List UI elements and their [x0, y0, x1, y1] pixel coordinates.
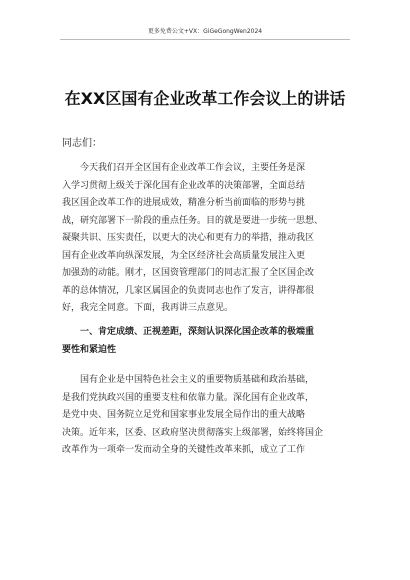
- header-divider: [60, 39, 350, 40]
- paragraph-line: 国有企业改革向纵深发展，为全区经济社会高质量发展注入更: [62, 250, 306, 261]
- paragraph-line: 战，研究部署下一阶段的重点任务。目的就是要进一步统一思想、: [62, 215, 324, 226]
- heading-line: 一、肯定成绩、正视差距，深刻认识深化国企改革的极端重: [80, 327, 315, 337]
- paragraph-line: 革的总体情况，几家区属国企的负责同志也作了发言，讲得都很: [62, 285, 315, 296]
- paragraph-line: 决策。近年来，区委、区政府坚决贯彻落实上级部署，始终将国企: [62, 427, 324, 438]
- heading-line: 要性和紧迫性: [62, 344, 117, 355]
- paragraph-line: 改革作为一项牵一发而动全身的关键性改革来抓，成立了工作: [62, 445, 306, 455]
- paragraph-line: 我区国企改革工作的进展成效，精准分析当前面临的形势与挑: [62, 198, 306, 208]
- paragraph-line: 好，我完全同意。下面，我再讲三点意见。: [62, 303, 234, 313]
- paragraph-line: 今天我们召开全区国有企业改革工作会议，主要任务是深: [80, 163, 306, 173]
- section-heading-1: [62, 324, 346, 359]
- paragraph-line: 国有企业是中国特色社会主义的重要物质基础和政治基础，: [80, 375, 315, 385]
- paragraph-2: [62, 372, 346, 460]
- paragraph-line: 是党中央、国务院立足党和国家事业发展全局作出的重大战略: [62, 410, 306, 420]
- header-promo-text: 更多免费公文+VX：GiGeGongWen2024: [147, 28, 263, 35]
- paragraph-line: 凝聚共识、压实责任，以更大的决心和更有力的举措，推动我区: [62, 233, 315, 243]
- document-title: 在XX区国有企业改革工作会议上的讲话: [64, 89, 346, 108]
- paragraph-line: 加强劲的动能。刚才，区国资管理部门的同志汇报了全区国企改: [62, 268, 315, 278]
- paragraph-line: 入学习贯彻上级关于深化国有企业改革的决策部署，全面总结: [62, 180, 306, 191]
- greeting: 同志们：: [62, 138, 102, 149]
- paragraph-line: 是我们党执政兴国的重要支柱和依靠力量。深化国有企业改革，: [62, 392, 315, 403]
- paragraph-1: [62, 160, 346, 318]
